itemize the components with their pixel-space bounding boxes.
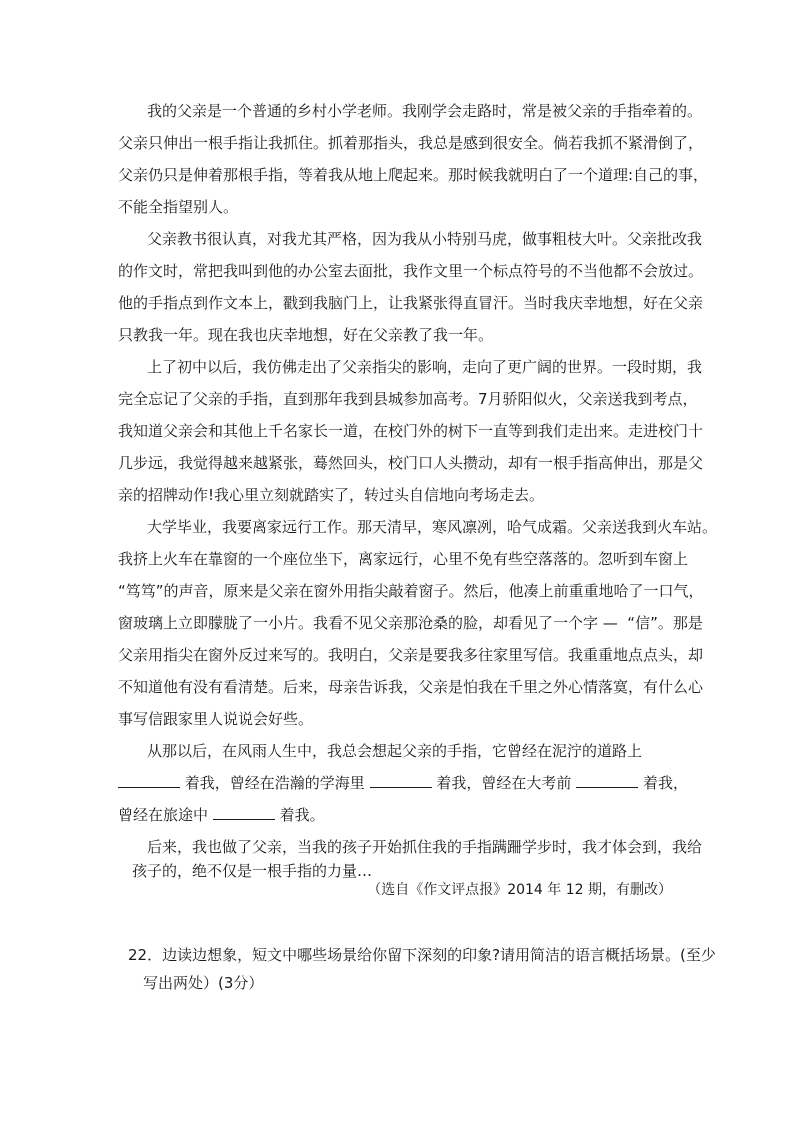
paragraph-1-line-1: 我的父亲是一个普通的乡村小学老师。我刚学会走路时，常是被父亲的手指牵着的。 xyxy=(147,102,703,120)
paragraph-2-line-4: 只教我一年。现在我也庆幸地想，好在父亲教了我一年。 xyxy=(118,326,494,344)
paragraph-1-line-2: 父亲只伸出一根手指让我抓住。抓着那指头，我总是感到很安全。倘若我抓不紧滑倒了， xyxy=(118,134,704,152)
paragraph-2-line-2: 的作文时，常把我叫到他的办公室去面批，我作文里一个标点符号的不当他都不会放过。 xyxy=(118,262,704,280)
paragraph-4-line-1: 大学毕业，我要离家远行工作。那天清早，寒风凛冽，哈气成霜。父亲送我到火车站。 xyxy=(147,518,718,536)
paragraph-4-line-7: 事写信跟家里人说说会好些。 xyxy=(118,710,314,728)
paragraph-5-line-1: 从那以后，在风雨人生中，我总会想起父亲的手指，它曾经在泥泞的道路上 xyxy=(147,742,643,760)
article-source: （选自《作文评点报》2014 年 12 期，有删改） xyxy=(367,882,672,898)
paragraph-5-seg-a: 着我，曾经在浩瀚的学海里 xyxy=(184,774,365,792)
paragraph-5-seg-d: 曾经在旅途中 xyxy=(118,806,209,824)
paragraph-4-line-6: 不知道他有没有看清楚。后来，母亲告诉我，父亲是怕我在千里之外心情落寞，有什么心 xyxy=(118,678,704,696)
paragraph-1-line-4: 不能全指望别人。 xyxy=(118,198,239,216)
paragraph-2-line-3: 他的手指点到作文本上，戳到我脑门上，让我紧张得直冒汗。当时我庆幸地想，好在父亲 xyxy=(118,294,704,312)
paragraph-5-seg-e: 着我。 xyxy=(279,806,325,824)
paragraph-3-line-3: 我知道父亲会和其他上千名家长一道，在校门外的树下一直等到我们走出来。走进校门十 xyxy=(118,422,704,440)
fill-blank-1[interactable] xyxy=(118,773,180,788)
fill-blank-4[interactable] xyxy=(213,805,275,820)
paragraph-4-line-5: 父亲用指尖在窗外反过来写的。我明白，父亲是要我多往家里写信。我重重地点点头，却 xyxy=(118,646,704,664)
paragraph-1-line-3: 父亲仍只是伸着那根手指，等着我从地上爬起来。那时候我就明白了一个道理:自己的事， xyxy=(118,166,709,184)
paragraph-3-line-4: 几步远，我觉得越来越紧张，蓦然回头，校门口人头攒动，却有一根手指高伸出，那是父 xyxy=(118,454,704,472)
paragraph-3-line-1: 上了初中以后，我仿佛走出了父亲指尖的影响，走向了更广阔的世界。一段时期，我 xyxy=(147,358,703,376)
paragraph-5-seg-c: 着我， xyxy=(642,774,688,792)
paragraph-3-line-2: 完全忘记了父亲的手指，直到那年我到县城参加高考。7月骄阳似火，父亲送我到考点， xyxy=(118,390,698,408)
paragraph-4-line-3: “笃笃”的声音，原来是父亲在窗外用指尖敲着窗子。然后，他凑上前重重地哈了一口气， xyxy=(118,582,704,600)
paragraph-6-line-1: 后来，我也做了父亲，当我的孩子开始抓住我的手指蹒跚学步时，我才体会到，我给 xyxy=(147,838,703,856)
paragraph-5-line-3 xyxy=(118,805,325,825)
paragraph-2-line-1: 父亲教书很认真，对我尤其严格，因为我从小特别马虎，做事粗枝大叶。父亲批改我 xyxy=(147,230,703,248)
paragraph-6-line-2: 孩子的，绝不仅是一根手指的力量… xyxy=(132,862,373,880)
paragraph-4-line-4: 窗玻璃上立即朦胧了一小片。我看不见父亲那沧桑的脸，却看见了一个字 — “信”。那是 xyxy=(118,614,703,632)
paragraph-4-line-2: 我挤上火车在靠窗的一个座位坐下，离家远行，心里不免有些空落落的。忽听到车窗上 xyxy=(118,550,689,568)
paragraph-5-line-2 xyxy=(118,773,688,793)
fill-blank-2[interactable] xyxy=(370,773,432,788)
paragraph-3-line-5: 亲的招牌动作!我心里立刻就踏实了，转过头自信地向考场走去。 xyxy=(118,486,545,504)
paragraph-5-seg-b: 着我，曾经在大考前 xyxy=(436,774,572,792)
question-22-line-1: 22．边读边想象，短文中哪些场景给你留下深刻的印象?请用简洁的语言概括场景。(至少 xyxy=(128,946,716,964)
question-22-line-2: 写出两处）(3分） xyxy=(143,974,264,992)
fill-blank-3[interactable] xyxy=(576,773,638,788)
